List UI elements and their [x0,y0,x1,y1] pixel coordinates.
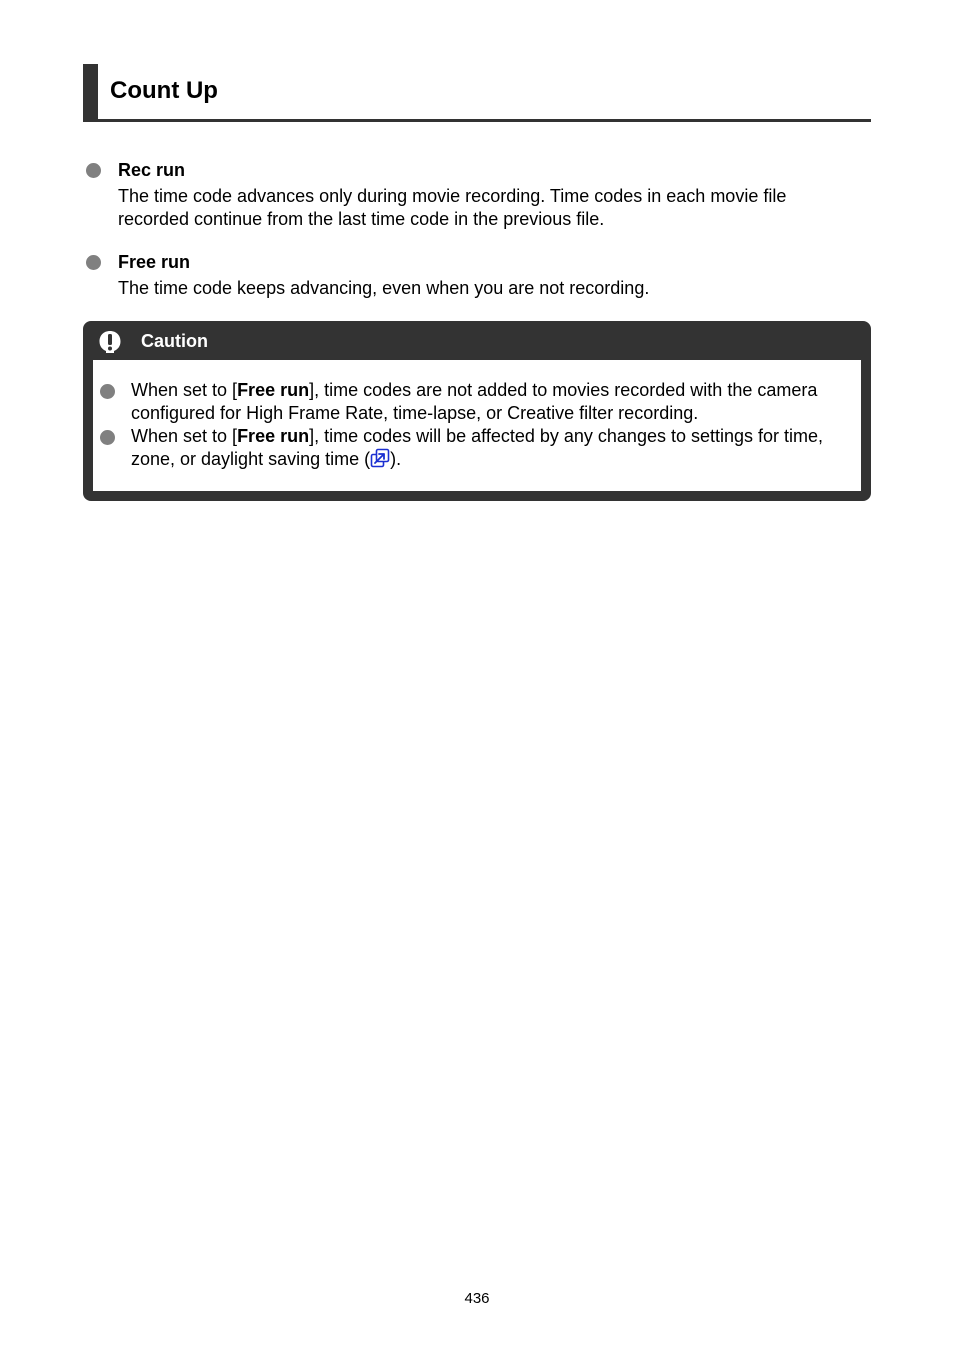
item-title: Rec run [118,160,186,180]
caution-icon [98,330,122,354]
page-number: 436 [464,1290,490,1307]
section-heading [83,64,871,122]
caution-text-end: ). [390,449,402,469]
item-description: The time code advances only during movie recording. Time codes in each movie file recorded continue from the last time code in the previous file. [118,186,787,229]
caution-text [131,425,853,471]
heading-accent-bar [83,64,98,119]
caution-text [131,379,853,425]
caution-text-prefix: When set to [ [131,380,238,400]
caution-text-suffix: ], time codes are not added to movies recorded with the camera configured for High Frame Rate, time-lapse, or Creative filter recording. [131,380,818,423]
page-reference-icon[interactable] [370,448,390,468]
caution-text-prefix: When set to [ [131,426,238,446]
item-description: The time code keeps advancing, even when you are not recording. [118,278,650,298]
setting-name: Free run [237,380,310,400]
bullet-icon [100,430,115,445]
caution-box [83,321,871,501]
bullet-icon [86,255,101,270]
bullet-icon [86,163,101,178]
caution-body [93,360,861,491]
bullet-icon [100,384,115,399]
caution-title: Caution [141,331,208,351]
caution-text-suffix: ], time codes will be affected by any changes to settings for time, zone, or daylight saving time ( [131,426,824,469]
page-title: Count Up [110,77,218,104]
item-title: Free run [118,252,191,272]
setting-name: Free run [237,426,310,446]
caution-header [83,321,871,360]
